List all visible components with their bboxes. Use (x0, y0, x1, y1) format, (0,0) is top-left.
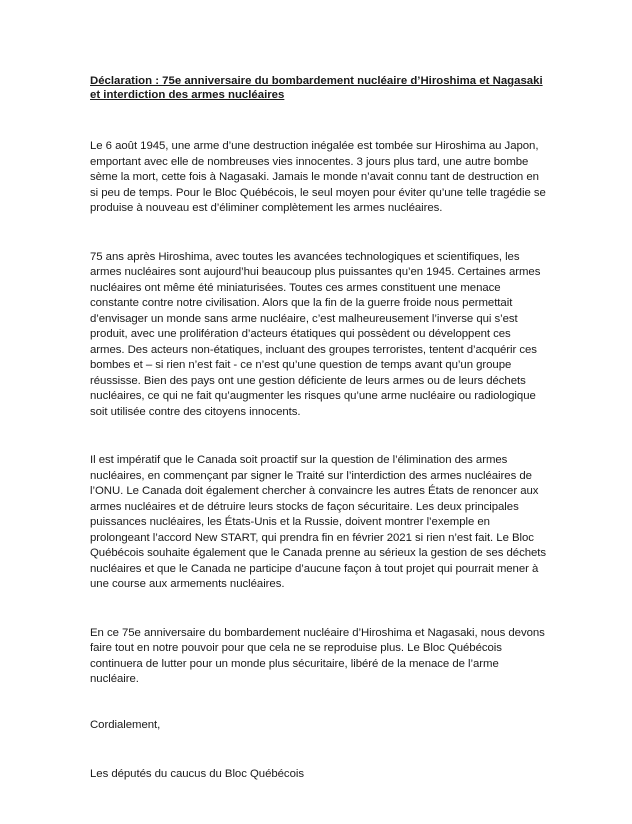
document-body (90, 74, 548, 783)
signature-line: Les députés du caucus du Bloc Québécois (90, 768, 304, 780)
document-title: Déclaration : 75e anniversaire du bombardement nucléaire d’Hiroshima et Nagasaki et interdiction des armes nucléaires (90, 75, 543, 101)
paragraph-2: 75 ans après Hiroshima, avec toutes les avancées technologiques et scientifiques, les armes nucléaires sont aujourd’hui beaucoup plus puissantes qu’en 1945. Certaines armes nucléaires ont même été miniaturisées. Toutes ces armes constituent une menace constante contre notre civilisation. Alors que la fin de la guerre froide nous permettait d’envisager un monde sans arme nucléaire, c’est malheureusement l’inverse qui s’est produit, avec une prolifération d’acteurs étatiques qui possèdent ou développent ces armes. Des acteurs non-étatiques, incluant des groupes terroristes, tentent d’acquérir ces bombes et – si rien n’est fait - ce n’est qu’une question de temps avant qu’un groupe réussisse. Bien des pays ont une gestion déficiente de leurs armes ou de leurs déchets nucléaires, ce qui ne fait qu’augmenter les risques qu’une arme nucléaire ou radiologique soit utilisée contre des citoyens innocents. (90, 250, 541, 418)
paragraph-4: En ce 75e anniversaire du bombardement nucléaire d’Hiroshima et Nagasaki, nous devons faire tout en notre pouvoir pour que cela ne se reproduise plus. Le Bloc Québécois continuera de lutter pour un monde plus sécuritaire, libéré de la menace de l’arme nucléaire. (90, 626, 545, 685)
paragraph-3: Il est impératif que le Canada soit proactif sur la question de l’élimination des armes nucléaires, en commençant par signer le Traité sur l’interdiction des armes nucléaires de l’ONU. Le Canada doit également chercher à convaincre les autres États de renoncer aux armes nucléaires et de détruire leurs stocks de façon sécuritaire. Les deux principales puissances nucléaires, les États-Unis et la Russie, doivent montrer l’exemple en prolongeant l’accord New START, qui prendra fin en février 2021 si rien n’est fait. Le Bloc Québécois souhaite également que le Canada prenne au sérieux la gestion de ses déchets nucléaires et que le Canada ne participe d’aucune façon à tout projet qui pourrait mener à une course aux armements nucléaires. (90, 454, 547, 590)
closing-line: Cordialement, (90, 718, 161, 731)
paragraph-1: Le 6 août 1945, une arme d’une destruction inégalée est tombée sur Hiroshima au Japon, emportant avec elle de nombreuses vies innocentes. 3 jours plus tard, une autre bombe sème la mort, cette fois à Nagasaki. Jamais le monde n’avait connu tant de destruction en si peu de temps. Pour le Bloc Québécois, le seul moyen pour éviter qu’une telle tragédie se produise à nouveau est d’éliminer complètement les armes nucléaires. (90, 140, 546, 214)
